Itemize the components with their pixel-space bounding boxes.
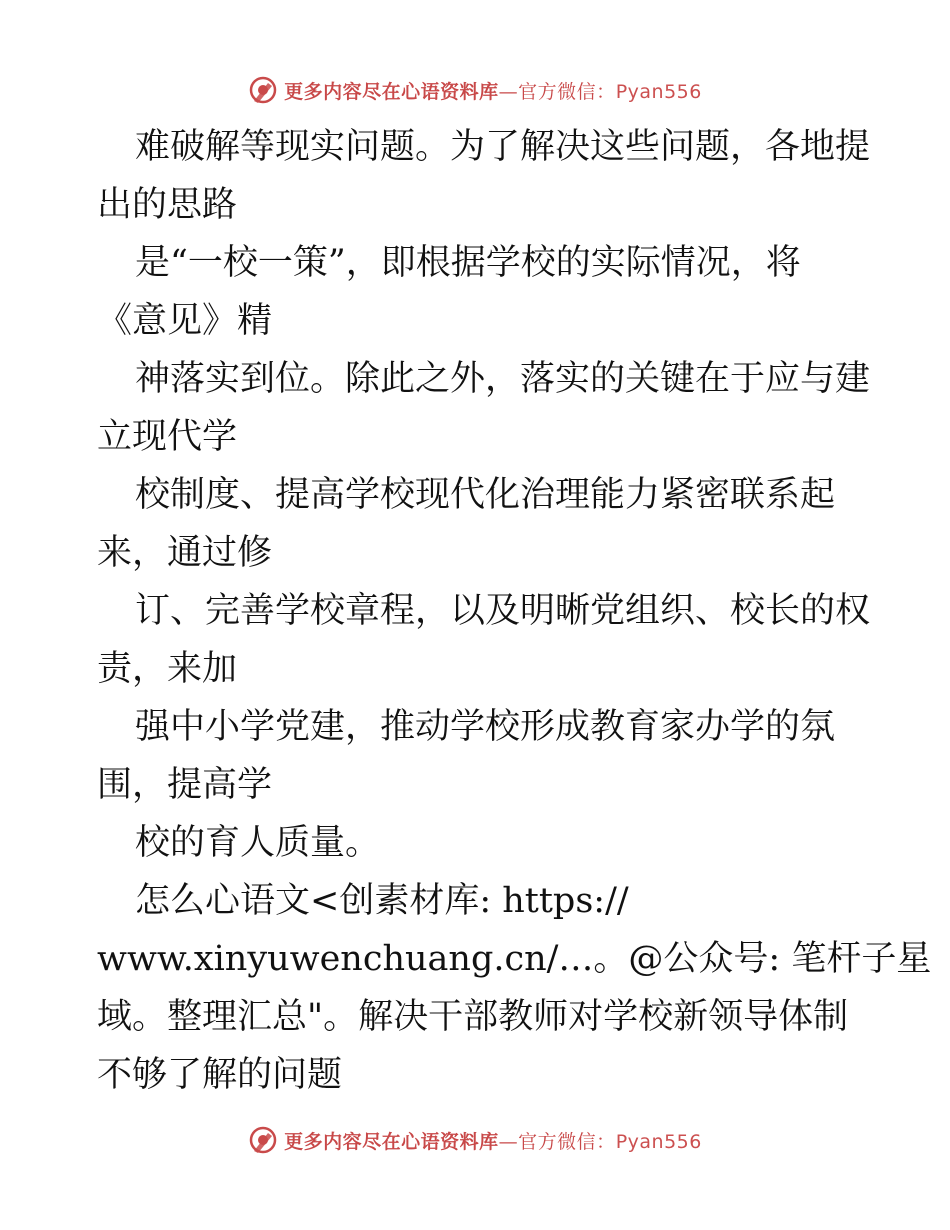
pen-logo-icon (248, 1125, 278, 1155)
paragraph-6-line-2: 围，提高学 (97, 765, 273, 805)
pen-logo-icon (248, 75, 278, 105)
paragraph-3-line-1: 神落实到位。除此之外，落实的关键在于应与建 (135, 359, 871, 399)
watermark-text: 更多内容尽在心语资料库—官方微信：Pyan556 (284, 80, 702, 103)
watermark-text: 更多内容尽在心语资料库—官方微信：Pyan556 (284, 1130, 702, 1153)
footer-watermark (0, 1120, 950, 1160)
paragraph-8-line-1: 怎么心语文<创素材库: https:// (135, 881, 629, 921)
paragraph-4-line-1: 校制度、提高学校现代化治理能力紧密联系起 (135, 475, 836, 515)
paragraph-5-line-1: 订、完善学校章程，以及明晰党组织、校长的权 (135, 591, 871, 631)
paragraph-4-line-2: 来，通过修 (97, 533, 273, 573)
paragraph-2-line-2: 《意见》精 (97, 301, 273, 341)
paragraph-1-line-2: 出的思路 (97, 185, 238, 225)
paragraph-3-line-2: 立现代学 (97, 417, 238, 457)
document-body (97, 118, 932, 1104)
paragraph-8-line-3: 域。整理汇总"。解决干部教师对学校新领导体制 (97, 997, 849, 1037)
paragraph-1-line-1: 难破解等现实问题。为了解决这些问题，各地提 (135, 127, 871, 167)
paragraph-6-line-1: 强中小学党建，推动学校形成教育家办学的氛 (135, 707, 836, 747)
paragraph-7-line-1: 校的育人质量。 (135, 823, 381, 863)
paragraph-8-line-4: 不够了解的问题 (97, 1055, 343, 1095)
paragraph-2-line-1: 是“一校一策”，即根据学校的实际情况，将 (135, 243, 801, 283)
header-watermark (0, 70, 950, 110)
paragraph-5-line-2: 责，来加 (97, 649, 238, 689)
paragraph-8-line-2: www.xinyuwenchuang.cn/…。@公众号: 笔杆子星 (97, 939, 932, 979)
